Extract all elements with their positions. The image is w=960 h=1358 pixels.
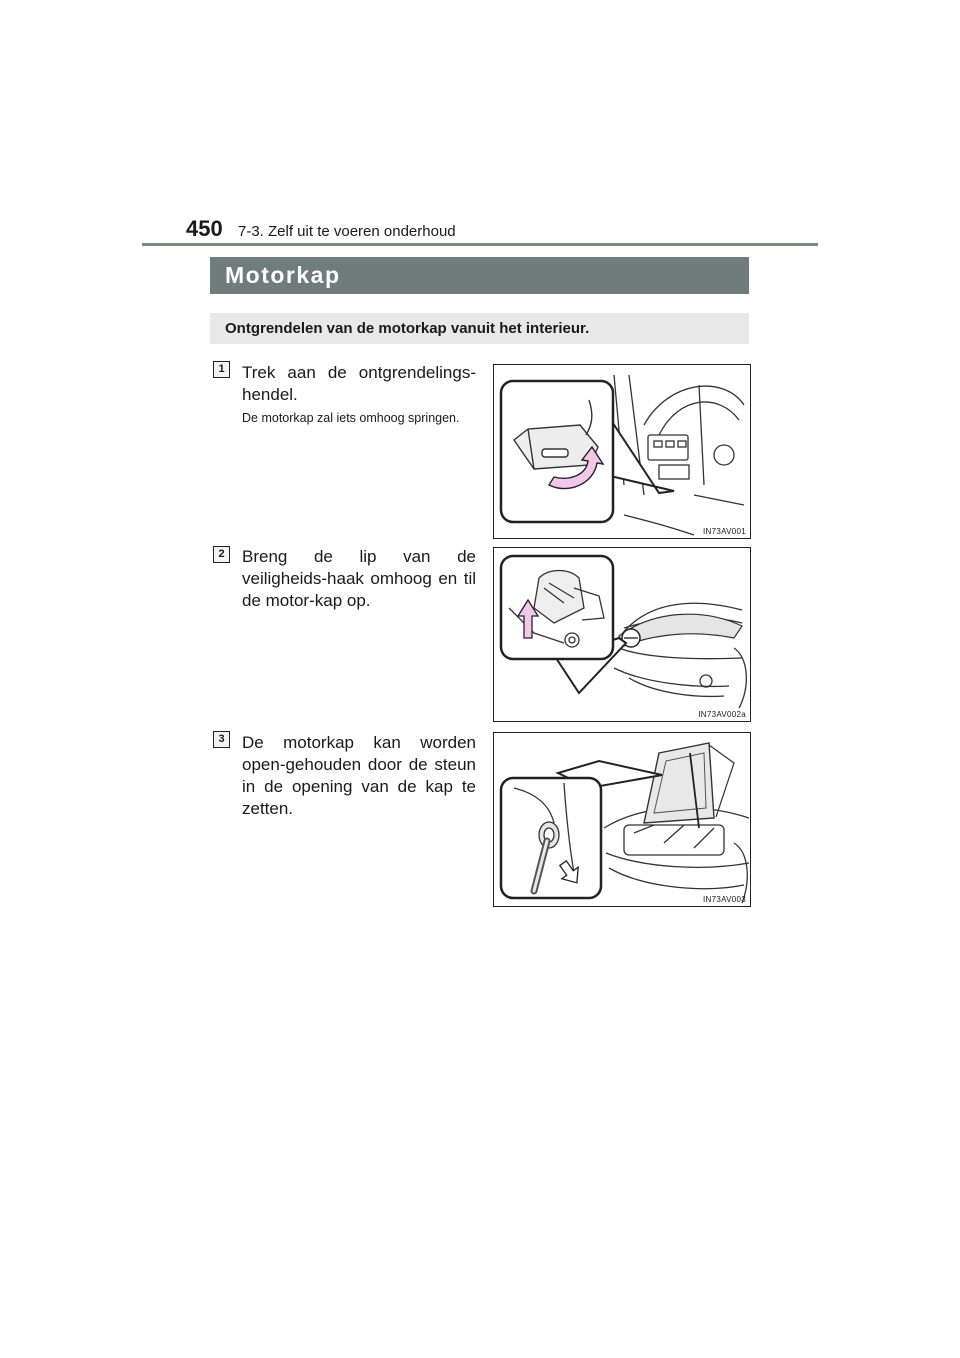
running-head: 7-3. Zelf uit te voeren onderhoud — [238, 223, 456, 240]
step-1-badge: 1 — [213, 361, 230, 378]
release-lever-illustration — [494, 365, 750, 538]
step-1-text: Trek aan de ontgrendelings-hendel. — [242, 363, 476, 404]
figure-support-rod — [493, 732, 751, 907]
subsection-bar — [210, 313, 749, 344]
section-title-bar — [210, 257, 749, 294]
step-2-text: Breng de lip van de veiligheids-haak omhoog en til de motor-kap op. — [242, 547, 476, 610]
step-2-badge: 2 — [213, 546, 230, 563]
support-rod-illustration — [494, 733, 750, 906]
step-3-badge: 3 — [213, 731, 230, 748]
figure-safety-catch — [493, 547, 751, 722]
figure-code: IN73AV001 — [702, 527, 746, 536]
figure-code: IN73AV002a — [698, 710, 746, 719]
figure-release-lever — [493, 364, 751, 539]
section-title: Motorkap — [225, 262, 341, 288]
figure-code: IN73AV003 — [702, 895, 746, 904]
subsection-title: Ontgrendelen van de motorkap vanuit het interieur. — [225, 320, 590, 337]
step-3-text: De motorkap kan worden open-gehouden door de steun in de opening van de kap te zetten. — [242, 733, 476, 818]
header-rule — [142, 243, 818, 246]
step-1-note: De motorkap zal iets omhoog springen. — [242, 411, 460, 425]
page-number: 450 — [186, 216, 223, 241]
safety-catch-illustration — [494, 548, 750, 721]
